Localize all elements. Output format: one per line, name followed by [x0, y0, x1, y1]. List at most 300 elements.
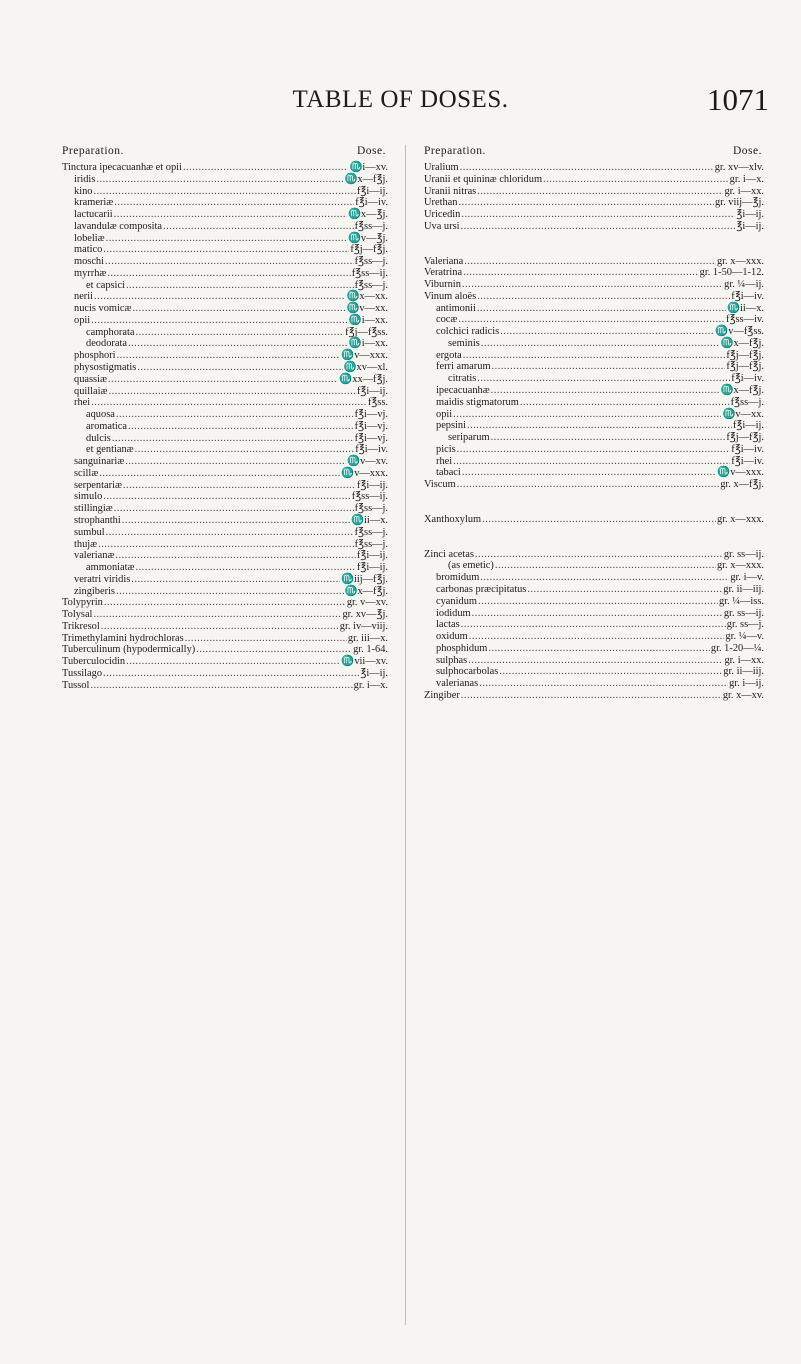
- dose-entry: [424, 162, 764, 174]
- dot-leader: [478, 596, 718, 608]
- group-spacer: [424, 233, 764, 256]
- dose-entry: [62, 574, 388, 586]
- preparation-name: carbonas præcipitatus: [436, 583, 527, 595]
- dose-value: f℥j—f℥j.: [726, 432, 764, 444]
- dose-value: ℥i—ij.: [736, 209, 764, 221]
- dose-value: gr. ¼—v.: [725, 631, 764, 643]
- dose-entry: [62, 221, 388, 233]
- preparation-name: Vinum aloës: [424, 290, 477, 302]
- dose-value: gr. iii—x.: [347, 632, 388, 644]
- dose-entry: [62, 244, 388, 256]
- dose-value: f℥i—iv.: [731, 373, 764, 385]
- dose-value: ♏v—f℥ss.: [715, 326, 764, 338]
- group-spacer: [424, 526, 764, 549]
- dose-entry: [424, 432, 764, 444]
- dot-leader: [108, 386, 355, 398]
- preparation-name: Trimethylamini hydrochloras: [62, 632, 184, 644]
- dose-value: f℥i—ij.: [356, 479, 388, 491]
- preparation-name: lavandulæ composita: [74, 220, 163, 232]
- dose-value: f℥i—ij.: [356, 562, 388, 574]
- preparation-name: Xanthoxylum: [424, 513, 482, 525]
- column-heading: [424, 145, 764, 162]
- dose-value: f℥i—iv.: [731, 290, 764, 302]
- dose-value: ♏v—xxx.: [341, 467, 388, 479]
- dose-value: f℥ss—j.: [354, 538, 388, 550]
- dot-leader: [163, 221, 354, 233]
- preparation-name: strophanthi: [74, 514, 121, 526]
- preparation-name: ergota: [436, 349, 462, 361]
- dose-value: ♏i—xx.: [348, 338, 388, 350]
- dot-leader: [527, 584, 722, 596]
- dot-leader: [460, 162, 714, 174]
- dose-value: gr. ss—ij.: [723, 548, 764, 560]
- preparation-name: Uva ursi: [424, 220, 460, 232]
- dose-value: gr. x—xxx.: [716, 513, 764, 525]
- dose-value: f℥ss—iv.: [726, 314, 764, 326]
- dose-entry: [424, 186, 764, 198]
- dot-leader: [107, 268, 350, 280]
- dose-value: gr. i—v.: [730, 572, 764, 584]
- dose-entry: [424, 267, 764, 279]
- dot-leader: [464, 256, 716, 268]
- dose-entry: [424, 338, 764, 350]
- dot-leader: [126, 280, 354, 292]
- dose-entry: [424, 373, 764, 385]
- dot-leader: [91, 315, 348, 327]
- left-column: [62, 145, 388, 691]
- dose-value: ℥i—ij.: [736, 220, 764, 232]
- dose-value: ♏v—xv.: [347, 456, 388, 468]
- dot-leader: [131, 574, 340, 586]
- dot-leader: [128, 421, 354, 433]
- dose-entry: [424, 397, 764, 409]
- dose-entry: [62, 444, 388, 456]
- dose-entry: [424, 631, 764, 643]
- dot-leader: [103, 491, 350, 503]
- dot-leader: [477, 373, 730, 385]
- dot-leader: [132, 303, 345, 315]
- dot-leader: [91, 397, 367, 409]
- dose-entry: [424, 596, 764, 608]
- dose-value: ♏v—℥j.: [347, 232, 388, 244]
- preparation-name: stillingiæ: [74, 503, 113, 515]
- dose-value: gr. ¼—iss.: [718, 595, 764, 607]
- dose-value: f℥ss—ij.: [351, 267, 388, 279]
- dose-value: gr. ii—iij.: [723, 583, 764, 595]
- dot-leader: [543, 174, 729, 186]
- dose-value: f℥i—iv.: [731, 443, 764, 455]
- preparation-name: rhei: [74, 397, 91, 409]
- preparation-name: serpentariæ: [74, 479, 122, 491]
- preparation-name: citratis: [448, 373, 477, 385]
- dot-leader: [101, 621, 339, 633]
- preparation-name: picis: [436, 443, 456, 455]
- dot-leader: [499, 666, 722, 678]
- dot-leader: [469, 631, 725, 643]
- preparation-name: myrrhæ: [74, 267, 107, 279]
- preparation-name: sulphas: [436, 654, 468, 666]
- dose-entry: [424, 655, 764, 667]
- preparation-name: Trikresol: [62, 620, 100, 632]
- dose-value: f℥ss—j.: [354, 220, 388, 232]
- dose-value: ♏xx—f℥j.: [339, 373, 388, 385]
- dot-leader: [116, 409, 354, 421]
- dot-leader: [475, 549, 723, 561]
- dose-value: ♏x—f℥j.: [720, 337, 764, 349]
- dose-value: f℥j—f℥j.: [726, 349, 764, 361]
- preparation-name: veratri viridis: [74, 573, 131, 585]
- dose-value: f℥i—iv.: [355, 444, 388, 456]
- dose-value: ♏v—xxx.: [341, 350, 388, 362]
- dot-leader: [492, 361, 726, 373]
- dot-leader: [472, 608, 723, 620]
- dose-entry: [424, 420, 764, 432]
- dose-entry: [424, 303, 764, 315]
- dose-value: ♏ii—x.: [727, 302, 764, 314]
- preparation-name: opii: [74, 314, 91, 326]
- dose-entry: [62, 386, 388, 398]
- preparation-name: quassiæ: [74, 373, 107, 385]
- dose-value: ♏x—f℥j.: [344, 585, 388, 597]
- preparation-name: Tuberculinum (hypodermically): [62, 644, 196, 656]
- dot-leader: [461, 619, 726, 631]
- dot-leader: [463, 350, 726, 362]
- dot-leader: [126, 656, 340, 668]
- dose-entry: [62, 315, 388, 327]
- dose-entry: [62, 609, 388, 621]
- dot-leader: [96, 174, 343, 186]
- preparation-name: ipecacuanhæ: [436, 385, 490, 397]
- entry-list: [424, 162, 764, 702]
- dot-leader: [135, 327, 344, 339]
- dose-value: f℥i—vj.: [354, 420, 388, 432]
- dot-leader: [98, 539, 353, 551]
- dose-entry: [62, 562, 388, 574]
- preparation-name: thujæ: [74, 538, 98, 550]
- dose-value: f℥ss—j.: [354, 503, 388, 515]
- dose-value: ♏x—f℥j.: [720, 385, 764, 397]
- dot-leader: [125, 456, 346, 468]
- dose-value: ♏x—f℥j.: [344, 173, 388, 185]
- dose-value: f℥i—ij.: [732, 420, 764, 432]
- dose-entry: [62, 633, 388, 645]
- dose-value: gr. ¼—ij.: [724, 279, 764, 291]
- dose-entry: [424, 314, 764, 326]
- preparation-name: zingiberis: [74, 585, 115, 597]
- dose-value: gr. v—xv.: [346, 597, 388, 609]
- dot-leader: [117, 350, 341, 362]
- preparation-name: cocæ: [436, 314, 458, 326]
- dose-value: gr. x—xxx.: [716, 255, 764, 267]
- preparation-name: antimonii: [436, 302, 476, 314]
- dose-entry: [424, 409, 764, 421]
- dot-leader: [477, 186, 723, 198]
- dose-entry: [424, 221, 764, 233]
- preparation-name: Uricedin: [424, 209, 461, 221]
- dose-entry: [62, 256, 388, 268]
- dose-value: gr. i—xx.: [724, 185, 764, 197]
- column-heading: [62, 145, 388, 162]
- preparation-name: bromidum: [436, 572, 480, 584]
- dot-leader: [457, 444, 731, 456]
- dose-value: f℥j—f℥j.: [350, 244, 388, 256]
- dot-leader: [137, 362, 342, 374]
- preparation-name: lobeliæ: [74, 232, 105, 244]
- preparation-name: camphorata: [86, 326, 135, 338]
- preparation-name: kino: [74, 185, 93, 197]
- preparation-name: Tussilago: [62, 667, 103, 679]
- dose-entry: [424, 560, 764, 572]
- preparation-name: ammoniatæ: [86, 562, 135, 574]
- dose-entry: [62, 350, 388, 362]
- heading-dose: Dose.: [732, 145, 762, 157]
- dot-leader: [185, 633, 347, 645]
- dose-value: f℥i—ij.: [356, 185, 388, 197]
- dose-entry: [62, 527, 388, 539]
- dot-leader: [135, 562, 355, 574]
- dose-entry: [424, 619, 764, 631]
- dose-value: ♏v—xx.: [722, 408, 764, 420]
- preparation-name: lactas: [436, 619, 460, 631]
- dot-leader: [93, 609, 341, 621]
- dose-entry: [424, 584, 764, 596]
- dose-value: gr. i—x.: [729, 173, 764, 185]
- dot-leader: [462, 467, 716, 479]
- dose-value: ℥i—ij.: [360, 667, 388, 679]
- preparation-name: moschi: [74, 256, 105, 268]
- dot-leader: [90, 680, 352, 692]
- dot-leader: [105, 256, 354, 268]
- dose-entry: [62, 456, 388, 468]
- heading-preparation: Preparation.: [424, 145, 486, 157]
- dot-leader: [108, 374, 338, 386]
- dose-entry: [62, 515, 388, 527]
- dose-value: ♏x—xx.: [346, 291, 388, 303]
- dot-leader: [196, 644, 352, 656]
- dose-entry: [62, 327, 388, 339]
- preparation-name: colchici radicis: [436, 326, 500, 338]
- dose-value: ♏i—xx.: [348, 314, 388, 326]
- preparation-name: aromatica: [86, 420, 127, 432]
- dose-entry: [62, 362, 388, 374]
- dose-value: f℥i—ij.: [356, 385, 388, 397]
- dose-entry: [62, 397, 388, 409]
- column-divider: [405, 145, 406, 1325]
- dose-entry: [424, 361, 764, 373]
- dose-entry: [424, 572, 764, 584]
- preparation-name: seriparum: [448, 432, 490, 444]
- dose-entry: [424, 608, 764, 620]
- dot-leader: [463, 267, 699, 279]
- preparation-name: sulphocarbolas: [436, 666, 499, 678]
- dot-leader: [477, 303, 726, 315]
- dose-entry: [62, 280, 388, 292]
- dose-value: gr. iv—viij.: [339, 620, 388, 632]
- preparation-name: quillaiæ: [74, 385, 108, 397]
- dose-entry: [424, 678, 764, 690]
- dose-entry: [62, 421, 388, 433]
- dot-leader: [495, 560, 716, 572]
- dot-leader: [458, 197, 714, 209]
- dot-leader: [106, 527, 354, 539]
- page-title: TABLE OF DOSES.: [292, 86, 509, 113]
- preparation-name: aquosa: [86, 409, 115, 421]
- dose-entry: [62, 680, 388, 692]
- dose-entry: [424, 174, 764, 186]
- dot-leader: [480, 572, 729, 584]
- dose-entry: [62, 644, 388, 656]
- preparation-name: Zinci acetas: [424, 548, 474, 560]
- preparation-name: iridis: [74, 173, 96, 185]
- preparation-name: Tinctura ipecacuanhæ et opii: [62, 162, 182, 173]
- dose-value: f℥i—ij.: [356, 550, 388, 562]
- dose-entry: [424, 549, 764, 561]
- preparation-name: simulo: [74, 491, 103, 503]
- dose-entry: [62, 586, 388, 598]
- preparation-name: rhei: [436, 455, 453, 467]
- dose-entry: [62, 197, 388, 209]
- dot-leader: [103, 668, 359, 680]
- dot-leader: [106, 233, 347, 245]
- preparation-name: maidis stigmatorum: [436, 396, 519, 408]
- dot-leader: [500, 326, 714, 338]
- dose-entry: [62, 209, 388, 221]
- dose-entry: [424, 291, 764, 303]
- dot-leader: [482, 514, 716, 526]
- page-header: [0, 82, 801, 126]
- dose-value: gr. 1-64.: [353, 644, 388, 656]
- preparation-name: Valeriana: [424, 255, 464, 267]
- dose-entry: [62, 468, 388, 480]
- dot-leader: [128, 338, 348, 350]
- dose-value: ♏xv—xl.: [343, 362, 388, 374]
- dot-leader: [461, 221, 736, 233]
- dose-entry: [424, 256, 764, 268]
- dose-value: gr. i—x.: [353, 679, 388, 691]
- dose-entry: [62, 174, 388, 186]
- dose-entry: [424, 666, 764, 678]
- dose-entry: [62, 550, 388, 562]
- dose-value: gr. ii—iij.: [723, 666, 764, 678]
- right-column: [424, 145, 764, 702]
- dose-entry: [62, 338, 388, 350]
- dose-entry: [62, 433, 388, 445]
- page-number: 1071: [707, 82, 769, 117]
- preparation-name: et gentianæ: [86, 444, 134, 456]
- dose-value: ♏v—xx.: [346, 303, 388, 315]
- dose-entry: [62, 233, 388, 245]
- heading-dose: Dose.: [356, 145, 386, 157]
- dose-entry: [62, 491, 388, 503]
- dose-entry: [62, 480, 388, 492]
- dot-leader: [457, 479, 719, 491]
- dose-value: ♏v—xxx.: [717, 467, 764, 479]
- dot-leader: [94, 291, 345, 303]
- dot-leader: [112, 433, 354, 445]
- dot-leader: [115, 550, 355, 562]
- preparation-name: dulcis: [86, 432, 111, 444]
- dose-value: gr. x—xxx.: [716, 560, 764, 572]
- dot-leader: [114, 503, 354, 515]
- dot-leader: [99, 468, 340, 480]
- dose-value: f℥ss—j.: [354, 526, 388, 538]
- dose-value: f℥ss—j.: [730, 396, 764, 408]
- dose-entry: [62, 621, 388, 633]
- dose-entry: [62, 303, 388, 315]
- preparation-name: scillæ: [74, 467, 99, 479]
- dose-entry: [62, 597, 388, 609]
- dot-leader: [491, 432, 726, 444]
- dot-leader: [491, 385, 720, 397]
- dot-leader: [467, 420, 732, 432]
- preparation-name: seminis: [448, 337, 480, 349]
- dose-value: f℥i—vj.: [354, 432, 388, 444]
- dose-value: ♏ii—x.: [351, 514, 388, 526]
- dot-leader: [462, 279, 723, 291]
- dose-value: gr. x—f℥j.: [720, 479, 764, 491]
- preparation-name: cyanidum: [436, 595, 477, 607]
- preparation-name: opii: [436, 408, 453, 420]
- preparation-name: matico: [74, 244, 103, 256]
- dose-value: ♏vii—xv.: [341, 656, 388, 668]
- preparation-name: (as emetic): [448, 560, 494, 572]
- preparation-name: valerianas: [436, 678, 479, 690]
- dose-value: f℥ss—ij.: [351, 491, 388, 503]
- dose-entry: [62, 268, 388, 280]
- preparation-name: phosphori: [74, 350, 116, 362]
- entry-list: [62, 162, 388, 691]
- dot-leader: [123, 480, 356, 492]
- dose-entry: [424, 690, 764, 702]
- dose-entry: [62, 503, 388, 515]
- dose-value: gr. ss—j.: [726, 619, 764, 631]
- preparation-name: deodorata: [86, 338, 127, 350]
- dot-leader: [477, 291, 730, 303]
- dose-entry: [62, 539, 388, 551]
- dose-entry: [62, 668, 388, 680]
- dot-leader: [122, 515, 350, 527]
- dose-value: f℥i—vj.: [354, 409, 388, 421]
- dose-value: f℥j—f℥j.: [726, 361, 764, 373]
- dose-entry: [424, 467, 764, 479]
- dose-value: ♏i—xv.: [349, 162, 388, 173]
- dose-entry: [424, 326, 764, 338]
- dose-value: f℥j—f℥ss.: [345, 326, 388, 338]
- dot-leader: [453, 409, 721, 421]
- dose-value: gr. ss—ij.: [723, 607, 764, 619]
- dot-leader: [453, 456, 730, 468]
- dose-entry: [424, 444, 764, 456]
- dose-entry: [424, 643, 764, 655]
- preparation-name: Tuberculocidin: [62, 656, 126, 668]
- dose-value: gr. i—ij.: [729, 678, 764, 690]
- dose-value: gr. x—xv.: [722, 689, 764, 701]
- preparation-name: Uranii et quininæ chloridum: [424, 173, 543, 185]
- preparation-name: Zingiber: [424, 689, 460, 701]
- dot-leader: [461, 209, 735, 221]
- dot-leader: [103, 244, 349, 256]
- preparation-name: tabaci: [436, 467, 461, 479]
- dose-entry: [62, 656, 388, 668]
- preparation-name: physostigmatis: [74, 362, 137, 374]
- preparation-name: krameriæ: [74, 197, 114, 209]
- dose-value: gr. i—xx.: [724, 654, 764, 666]
- dose-entry: [62, 186, 388, 198]
- dose-entry: [424, 456, 764, 468]
- dot-leader: [481, 338, 720, 350]
- preparation-name: Urethan: [424, 197, 458, 209]
- dose-entry: [62, 374, 388, 386]
